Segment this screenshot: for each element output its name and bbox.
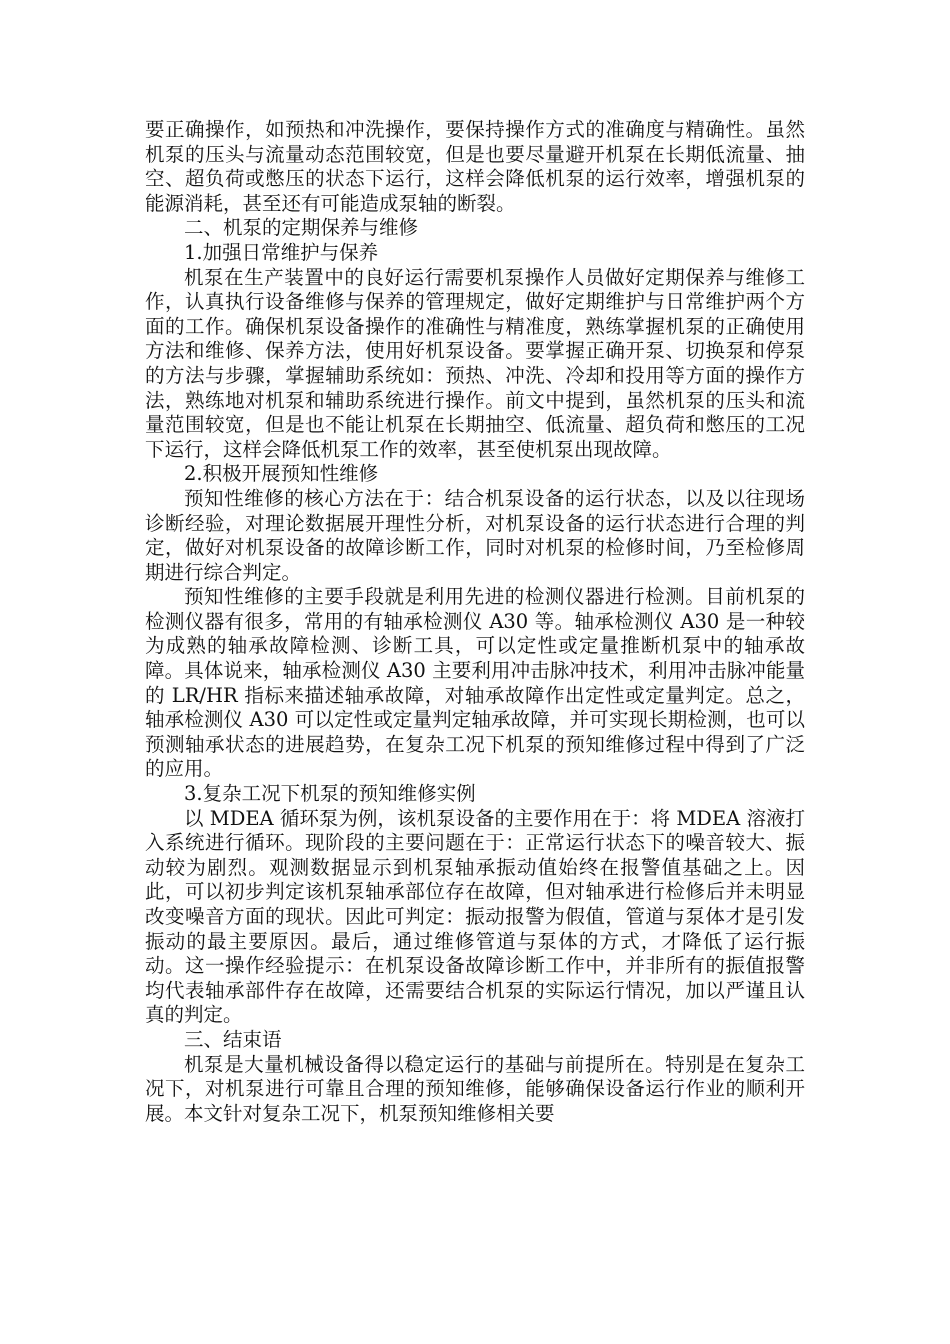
subsection-heading-2-1: 1.加强日常维护与保养 — [184, 240, 379, 264]
paragraph-predictive-instrument: 预知性维修的主要手段就是利用先进的检测仪器进行检测。目前机泵的检测仪器有很多，常用的有轴承检测仪 A30 等。轴承检测仪 A30 是一种较为成熟的轴承故障检测、诊断工具，可以定性或定量推断机泵中的轴承故障。具体说来，轴承检测仪 A30 主要利用冲击脉冲技术，利用冲击脉冲能量的 LR/HR 指标来描述轴承故障，对轴承故障作出定性或定量判定。总之，轴承检测仪 A30 可以定性或定量判定轴承故障，并可实现长期检测，也可以预测轴承状态的进展趋势，在复杂工况下机泵的预知维修过程中得到了广泛的应用。 — [145, 585, 805, 781]
paragraph-predictive-core: 预知性维修的核心方法在于：结合机泵设备的运行状态，以及以往现场诊断经验，对理论数据展开理性分析，对机泵设备的运行状态进行合理的判定，做好对机泵设备的故障诊断工作，同时对机泵的检修时间，乃至检修周期进行综合判定。 — [145, 486, 805, 584]
document-body — [145, 118, 805, 1126]
paragraph-conclusion: 机泵是大量机械设备得以稳定运行的基础与前提所在。特别是在复杂工况下，对机泵进行可靠且合理的预知维修，能够确保设备运行作业的顺利开展。本文针对复杂工况下，机泵预知维修相关要 — [145, 1052, 805, 1125]
section-heading-3: 三、结束语 — [184, 1027, 282, 1051]
paragraph-maintenance: 机泵在生产装置中的良好运行需要机泵操作人员做好定期保养与维修工作，认真执行设备维修与保养的管理规定，做好定期维护与日常维护两个方面的工作。确保机泵设备操作的准确性与精准度，熟练掌握机泵的正确使用方法和维修、保养方法，使用好机泵设备。要掌握正确开泵、切换泵和停泵的方法与步骤，掌握辅助系统如：预热、冲洗、冷却和投用等方面的操作方法，熟练地对机泵和辅助系统进行操作。前文中提到，虽然机泵的压头和流量范围较宽，但是也不能让机泵在长期抽空、低流量、超负荷和憋压的工况下运行，这样会降低机泵工作的效率，甚至使机泵出现故障。 — [145, 265, 805, 461]
subsection-heading-2-2: 2.积极开展预知性维修 — [184, 462, 379, 486]
section-heading-2: 二、机泵的定期保养与维修 — [184, 216, 419, 240]
paragraph-mdea-example: 以 MDEA 循环泵为例，该机泵设备的主要作用在于：将 MDEA 溶液打入系统进行循环。现阶段的主要问题在于：正常运行状态下的噪音较大、振动较为剧烈。观测数据显示到机泵轴承振动值始终在报警值基础之上。因此，可以初步判定该机泵轴承部位存在故障，但对轴承进行检修后并未明显改变噪音方面的现状。因此可判定：振动报警为假值，管道与泵体才是引发振动的最主要原因。最后，通过维修管道与泵体的方式，才降低了运行振动。这一操作经验提示：在机泵设备故障诊断工作中，并非所有的振值报警均代表轴承部件存在故障，还需要结合机泵的实际运行情况，加以严谨且认真的判定。 — [145, 806, 805, 1027]
subsection-heading-2-3: 3.复杂工况下机泵的预知维修实例 — [184, 782, 476, 806]
paragraph-intro: 要正确操作，如预热和冲洗操作，要保持操作方式的准确度与精确性。虽然机泵的压头与流量动态范围较宽，但是也要尽量避开机泵在长期低流量、抽空、超负荷或憋压的状态下运行，这样会降低机泵的运行效率，增强机泵的能源消耗，甚至还有可能造成泵轴的断裂。 — [145, 118, 805, 215]
